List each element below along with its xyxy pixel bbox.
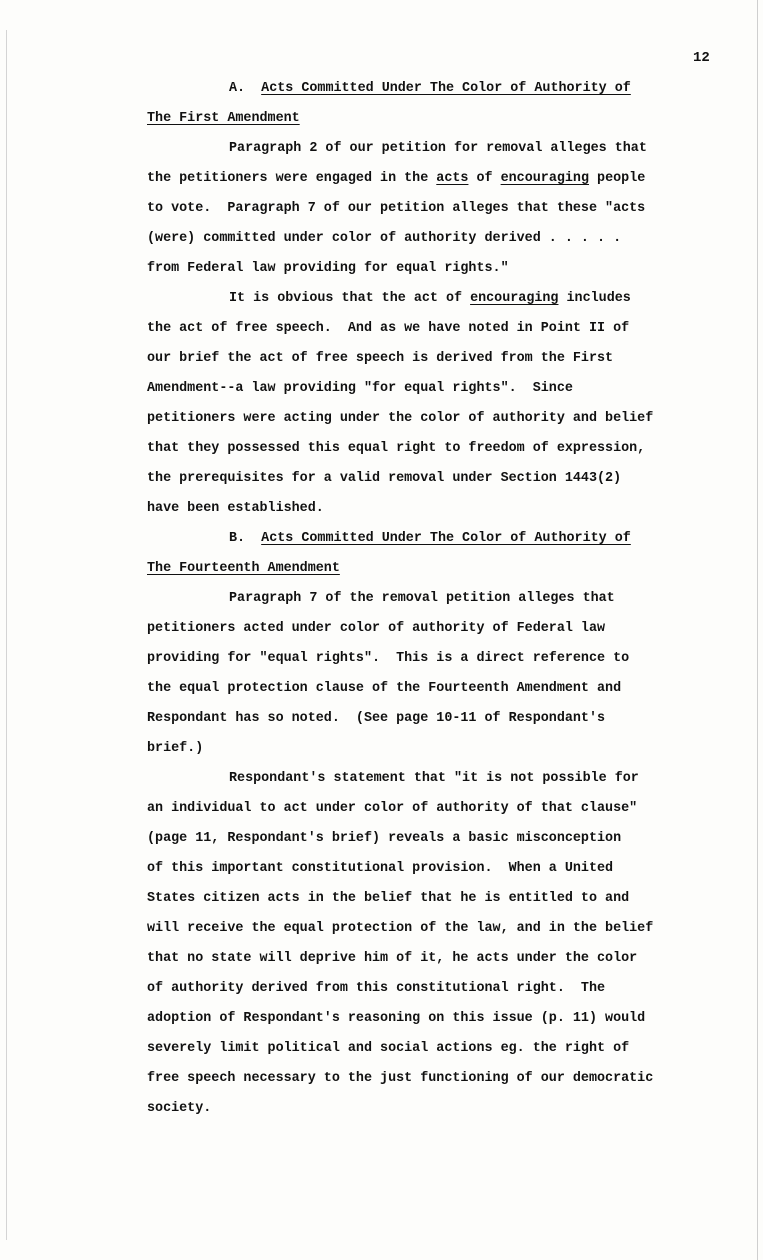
a-p2-line1-pre: It is obvious that the act of <box>229 291 471 306</box>
section-a-heading-line1: Acts Committed Under The Color of Authority of <box>261 81 631 96</box>
b-p2-line3: (page 11, Respondant's brief) reveals a basic misconception <box>147 831 622 846</box>
section-b-heading-cont <box>147 559 340 579</box>
a-p2-line3: our brief the act of free speech is derived from the First <box>147 351 614 366</box>
section-a-heading <box>229 79 631 99</box>
a-p2-line5: petitioners were acting under the color of authority and belief <box>147 411 654 426</box>
a-p1-line2-mid: of <box>468 171 501 186</box>
b-p2-line1: Respondant's statement that "it is not possible for <box>229 771 639 786</box>
b-p2-line2: an individual to act under color of authority of that clause" <box>147 801 638 816</box>
b-p2-line11: free speech necessary to the just functioning of our democratic <box>147 1071 654 1086</box>
section-a-heading-line2: The First Amendment <box>147 111 300 126</box>
a-p2-line4: Amendment--a law providing "for equal rights". Since <box>147 381 573 396</box>
b-p1-line1: Paragraph 7 of the removal petition alleges that <box>229 591 615 606</box>
b-p2-line7: that no state will deprive him of it, he acts under the color <box>147 951 638 966</box>
b-p2-line9: adoption of Respondant's reasoning on this issue (p. 11) would <box>147 1011 646 1026</box>
page-edge-left <box>6 30 7 1240</box>
b-p2-line12: society. <box>147 1101 212 1116</box>
section-b-heading-line2: The Fourteenth Amendment <box>147 561 340 576</box>
a-p1-acts: acts <box>436 171 469 186</box>
a-p1-line1: Paragraph 2 of our petition for removal alleges that <box>229 141 647 156</box>
page-number: 12 <box>693 50 710 66</box>
b-p2-line5: States citizen acts in the belief that he is entitled to and <box>147 891 630 906</box>
section-b-heading-line1: Acts Committed Under The Color of Authority of <box>261 531 631 546</box>
a-p2-line1 <box>229 289 631 309</box>
a-p2-line7: the prerequisites for a valid removal under Section 1443(2) <box>147 471 622 486</box>
b-p1-line2: petitioners acted under color of authority of Federal law <box>147 621 606 636</box>
section-b-marker: B. <box>229 531 246 546</box>
b-p1-line3: providing for "equal rights". This is a direct reference to <box>147 651 630 666</box>
a-p2-line6: that they possessed this equal right to freedom of expression, <box>147 441 646 456</box>
a-p1-line5: from Federal law providing for equal rights." <box>147 261 509 276</box>
a-p1-line2-pre: the petitioners were engaged in the <box>147 171 437 186</box>
section-a-marker: A. <box>229 81 246 96</box>
a-p2-line2: the act of free speech. And as we have noted in Point II of <box>147 321 630 336</box>
a-p1-line4: (were) committed under color of authority derived . . . . . <box>147 231 622 246</box>
b-p1-line6: brief.) <box>147 741 204 756</box>
a-p2-encouraging: encouraging <box>470 291 559 306</box>
a-p1-line2 <box>147 169 645 189</box>
b-p2-line6: will receive the equal protection of the law, and in the belief <box>147 921 654 936</box>
b-p1-line4: the equal protection clause of the Fourteenth Amendment and <box>147 681 622 696</box>
b-p2-line4: of this important constitutional provision. When a United <box>147 861 614 876</box>
a-p2-line8: have been established. <box>147 501 324 516</box>
page-edge-right <box>757 0 758 1260</box>
a-p1-encouraging: encouraging <box>500 171 590 186</box>
a-p1-line2-post: people <box>589 171 646 186</box>
b-p1-line5: Respondant has so noted. (See page 10-11 of Respondant's <box>147 711 606 726</box>
section-a-heading-cont <box>147 109 300 129</box>
section-b-heading <box>229 529 631 549</box>
b-p2-line10: severely limit political and social actions eg. the right of <box>147 1041 630 1056</box>
a-p1-line3: to vote. Paragraph 7 of our petition alleges that these "acts <box>147 201 646 216</box>
b-p2-line8: of authority derived from this constitutional right. The <box>147 981 606 996</box>
a-p2-line1-post: includes <box>558 291 631 306</box>
